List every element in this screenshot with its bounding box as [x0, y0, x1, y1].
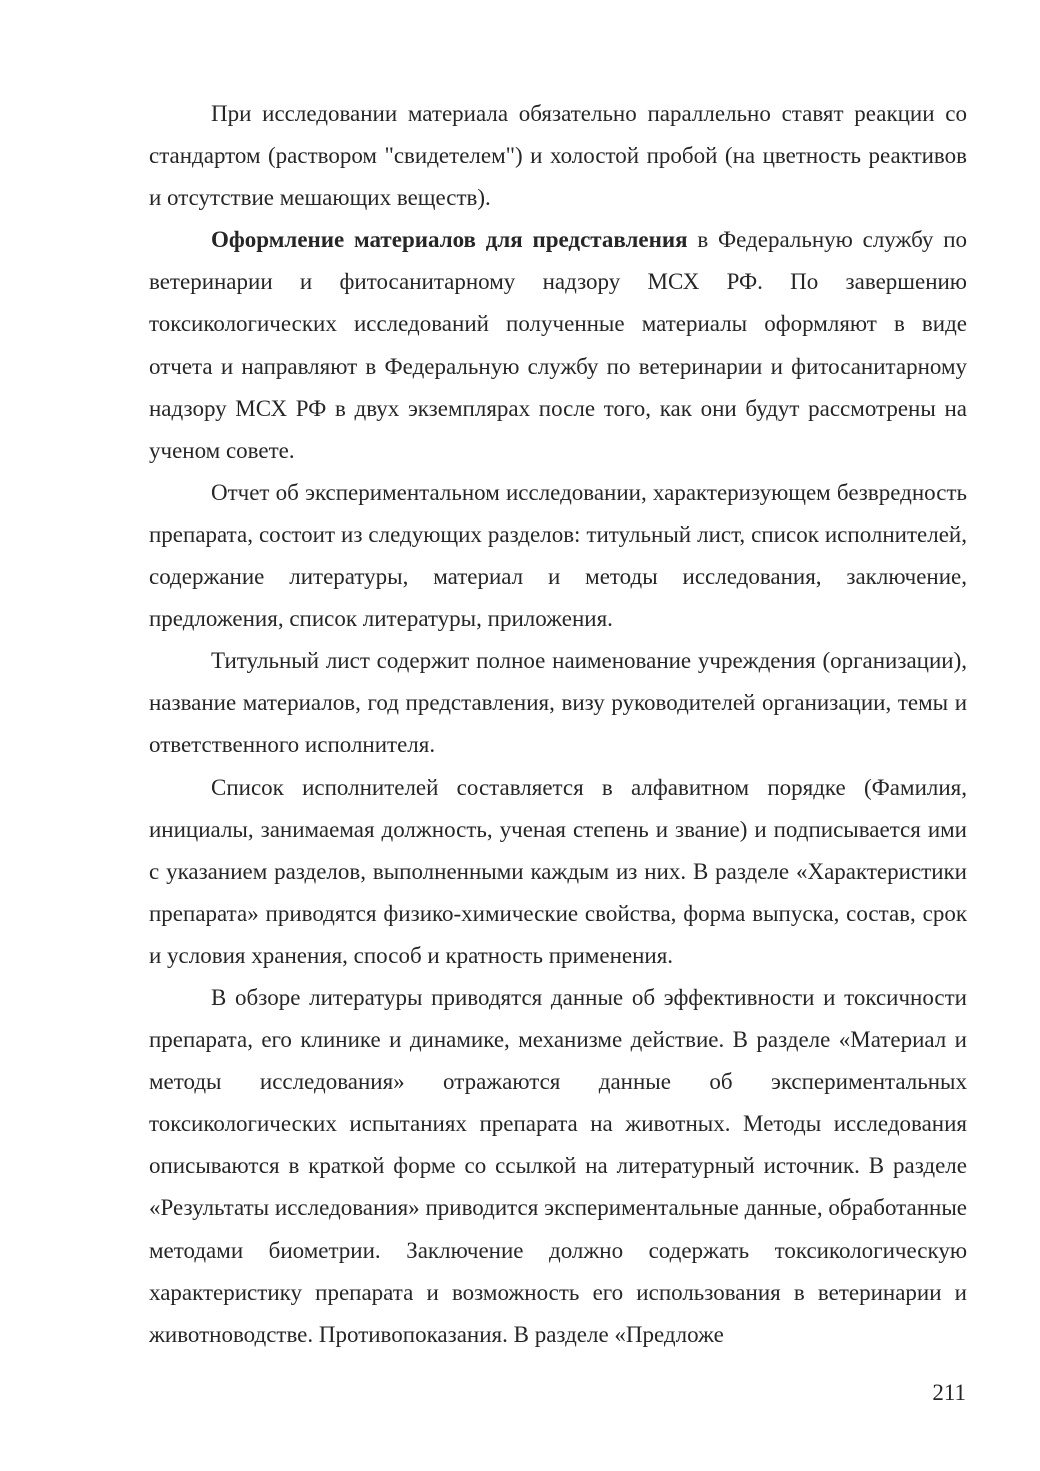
paragraph-report-sections: Отчет об экспериментальном исследовании, характеризующем безвредность препарата, состоит из следующих разделов: титульный лист, список исполнителей, содержание литературы, материал и методы исследования, заключение, предложения, список литературы, приложения. — [149, 479, 967, 632]
paragraph-reaction-control: При исследовании материала обязательно параллельно ставят реакции со стандартом (раствором "свидетелем") и холостой пробой (на цветность реактивов и отсутствие мешающих веществ). — [149, 101, 967, 211]
page-number: 211 — [932, 1380, 966, 1405]
body-text — [149, 93, 967, 1356]
paragraph-literature-review: В обзоре литературы приводятся данные об эффективности и токсичности препарата, его клинике и динамике, механизме действие. В разделе «Материал и методы исследования» отражаются данные об экспериментальных токсикологических испытаниях препарата на животных. Методы исследования описываются в краткой форме со ссылкой на литературный источник. В разделе «Результаты исследования» приводится экспериментальные данные, обработанные методами биометрии. Заключение должно содержать токсикологическую характеристику препарата и возможность его использования в ветеринарии и животноводстве. Противопоказания. В разделе «Предложе — [149, 984, 967, 1347]
paragraph-heading-bold: Оформление материалов для представления — [211, 227, 688, 253]
paragraph-title-page: Титульный лист содержит полное наименование учреждения (организации), название материалов, год представления, визу руководителей организации, темы и ответственного исполнителя. — [149, 648, 967, 758]
paragraph-materials-submission: Оформление материалов для представления в Федеральную службу по ветеринарии и фитосанитарному надзору МСХ РФ. По завершению токсикологических исследований полученные материалы оформляют в виде отчета и направляют в Федеральную службу по ветеринарии и фитосанитарному надзору МСХ РФ в двух экземплярах после того, как они будут рассмотрены на ученом совете. — [149, 227, 968, 463]
paragraph-authors-list: Список исполнителей составляется в алфавитном порядке (Фамилия, инициалы, занимаемая должность, ученая степень и звание) и подписывается ими с указанием разделов, выполненными каждым из них. В разделе «Характеристики препарата» приводятся физико-химические свойства, форма выпуска, состав, срок и условия хранения, способ и кратность применения. — [149, 774, 967, 968]
